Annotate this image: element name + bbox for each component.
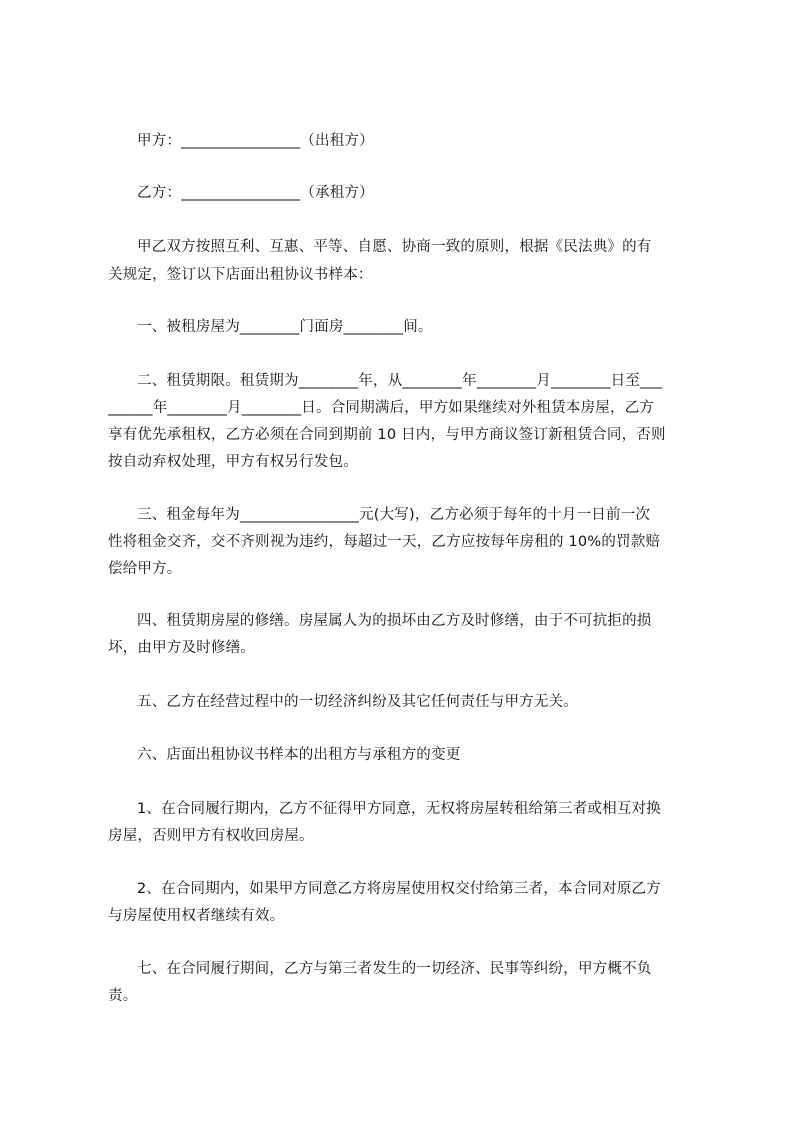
clause-4-line-2: 坏，由甲方及时修缮。 xyxy=(108,640,255,656)
clause-4-line-1: 四、租赁期房屋的修缮。房屋属人为的损坏由乙方及时修缮，由于不可抗拒的损 xyxy=(137,613,652,629)
clause-2-line-3: 享有优先承租权，乙方必须在合同到期前 10 日内，与甲方商议签订新租赁合同，否则 xyxy=(108,427,666,443)
clause-7-line-2: 责。 xyxy=(108,988,138,1004)
party-b-line: 乙方：________________（承租方） xyxy=(137,185,374,201)
clause-6-1-line-1: 1、在合同履行期内，乙方不征得甲方同意，无权将房屋转租给第三者或相互对换 xyxy=(137,801,661,817)
clause-5: 五、乙方在经营过程中的一切经济纠纷及其它任何责任与甲方无关。 xyxy=(137,694,578,710)
clause-3-line-1: 三、租金每年为________________元(大写)，乙方必须于每年的十月一日前一次 xyxy=(137,507,651,523)
clause-2-line-1: 二、租赁期限。租赁期为________年，从________年________月________日至___ xyxy=(137,373,663,389)
clause-1: 一、被租房屋为________门面房________间。 xyxy=(137,319,433,335)
clause-6-2-line-2: 与房屋使用权者继续有效。 xyxy=(108,908,285,924)
preamble-line-2: 关规定，签订以下店面出租协议书样本： xyxy=(108,267,373,283)
party-a-line: 甲方：________________（出租方） xyxy=(137,133,374,149)
clause-6-1-line-2: 房屋，否则甲方有权收回房屋。 xyxy=(108,828,314,844)
clause-3-line-2: 性将租金交齐，交不齐则视为违约，每超过一天，乙方应按每年房租的 10%的罚款赔 xyxy=(108,534,661,550)
clause-3-line-3: 偿给甲方。 xyxy=(108,561,182,577)
clause-2-line-2: ______年________月________日。合同期满后，甲方如果继续对外租赁本房屋，乙方 xyxy=(108,400,655,416)
clause-6-2-line-1: 2、在合同期内，如果甲方同意乙方将房屋使用权交付给第三者，本合同对原乙方 xyxy=(137,881,661,897)
clause-2-line-4: 按自动弃权处理，甲方有权另行发包。 xyxy=(108,454,358,470)
clause-7-line-1: 七、在合同履行期间，乙方与第三者发生的一切经济、民事等纠纷，甲方概不负 xyxy=(137,961,652,977)
clause-6-heading: 六、店面出租协议书样本的出租方与承租方的变更 xyxy=(137,747,461,763)
preamble-line-1: 甲乙双方按照互利、互惠、平等、自愿、协商一致的原则，根据《民法典》的有 xyxy=(137,239,652,255)
